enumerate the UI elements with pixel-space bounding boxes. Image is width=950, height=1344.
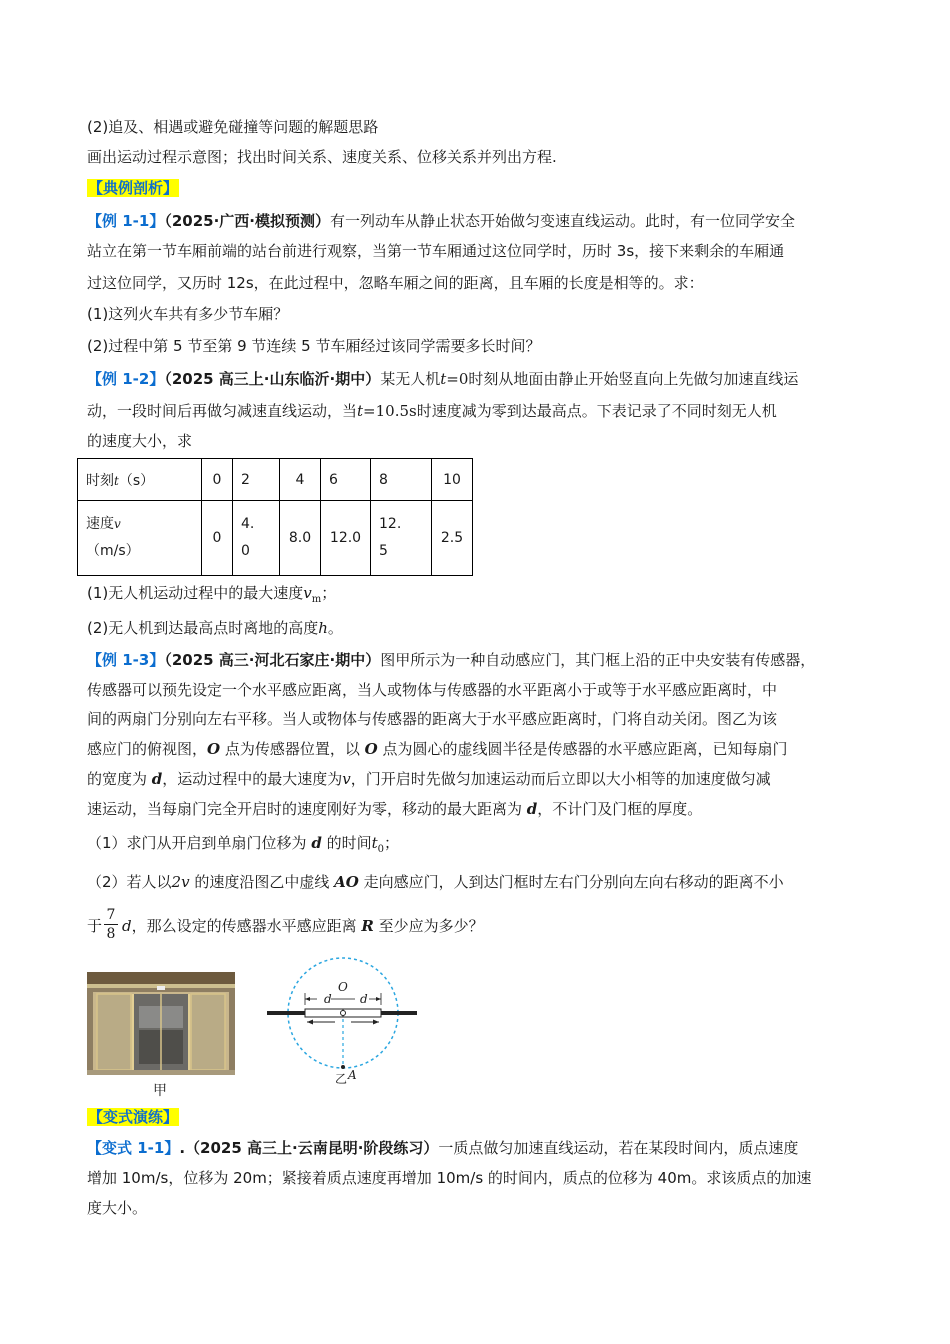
section-title-2: 【变式演练】 bbox=[88, 1108, 179, 1126]
ex2-line-2 bbox=[87, 400, 777, 422]
table-cell: 10 bbox=[432, 459, 473, 501]
ex2-text-a: 某无人机 bbox=[380, 370, 441, 388]
intro-line-2: 画出运动过程示意图；找出时间关系、速度关系、位移关系并列出方程. bbox=[87, 148, 557, 166]
fraction-7-8: $\frac{7}{8}$ bbox=[104, 906, 118, 943]
var1-line-3: 度大小。 bbox=[87, 1199, 148, 1217]
var1-line-1: 【变式 1-1】.（2025 高三上·云南昆明·阶段练习）一质点做匀加速直线运动，若在某段时间内，质点速度 bbox=[87, 1139, 799, 1157]
table-cell: 0 bbox=[202, 501, 233, 576]
ex2-source: （2025 高三上·山东临沂·期中） bbox=[164, 370, 381, 388]
ex2-question-2: (2)无人机到达最高点时离地的高度h。 bbox=[87, 619, 343, 637]
ex1-tag: 【例 1-1】 bbox=[87, 212, 165, 230]
t-equals-zero: =0 bbox=[446, 370, 469, 388]
ex3-line-2: 传感器可以预先设定一个水平感应距离，当人或物体与传感器的水平距离小于或等于水平感应距离时，中 bbox=[87, 681, 778, 699]
ex3-question-2: （2）若人以2v 的速度沿图乙中虚线 AO 走向感应门，人到达门框时左右门分别向左向右移动的距离不小 bbox=[87, 873, 784, 891]
var1-line-2: 增加 10m/s，位移为 20m；紧接着质点速度再增加 10m/s 的时间内，质点的位移为 40m。求该质点的加速 bbox=[87, 1169, 812, 1187]
ex2-tag: 【例 1-2】 bbox=[87, 370, 165, 388]
t-variable-2: t bbox=[357, 402, 364, 420]
diagram-label-a: A bbox=[348, 1068, 357, 1082]
ex1-source: （2025·广西·模拟预测） bbox=[164, 212, 330, 230]
section-heading-examples bbox=[87, 177, 179, 199]
ex2-question-1: (1)无人机运动过程中的最大速度$v_m$； bbox=[87, 584, 337, 605]
table-cell: 12. 5 bbox=[371, 501, 432, 576]
figure-caption-right: 乙 bbox=[335, 1072, 348, 1085]
ex1-line-3: 过这位同学，又历时 12s，在此过程中，忽略车厢之间的距离，且车厢的长度是相等的。求： bbox=[87, 274, 704, 292]
table-cell: 2.5 bbox=[432, 501, 473, 576]
ex3-line-6: 速运动，当每扇门完全开启时的速度刚好为零，移动的最大距离为 d，不计门及门框的厚度。 bbox=[87, 800, 703, 818]
ex3-line-1: 【例 1-3】（2025 高三·河北石家庄·期中）图甲所示为一种自动感应门，其门框上沿的正中央安装有传感器， bbox=[87, 651, 816, 669]
ex2-text-d: 时速度减为零到达最高点。下表记录了不同时刻无人机 bbox=[416, 402, 777, 420]
ex3-source: （2025 高三·河北石家庄·期中） bbox=[164, 651, 381, 669]
ex1-text: 有一列动车从静止状态开始做匀变速直线运动。此时，有一位同学安全 bbox=[329, 212, 795, 230]
t-equals-value: =10.5s bbox=[363, 402, 417, 420]
section-heading-practice bbox=[87, 1106, 179, 1128]
ex2-text-c: 动，一段时间后再做匀减速直线运动，当 bbox=[87, 402, 358, 420]
table-cell: 12.0 bbox=[321, 501, 371, 576]
intro-line-1: (2)追及、相遇或避免碰撞等问题的解题思路 bbox=[87, 118, 379, 136]
ex1-line-2: 站立在第一节车厢前端的站台前进行观察，当第一节车厢通过这位同学时，历时 3s，接下来剩余的车厢通 bbox=[87, 242, 785, 260]
ex2-line-1 bbox=[87, 368, 798, 390]
table-cell: 8 bbox=[371, 459, 432, 501]
ex3-line-5: 的宽度为 d，运动过程中的最大速度为v，门开启时先做匀加速运动而后立即以大小相等的加速度做匀减 bbox=[87, 770, 771, 788]
vm-symbol: v bbox=[303, 584, 312, 602]
h-symbol: h bbox=[318, 619, 328, 637]
ex3-question-2-cont: 于 d，那么设定的传感器水平感应距离 R 至少应为多少？ bbox=[87, 917, 484, 935]
table-row-time bbox=[78, 459, 473, 501]
table-cell: 4. 0 bbox=[233, 501, 280, 576]
figure-caption-left: 甲 bbox=[153, 1083, 167, 1099]
var1-source: （2025 高三上·云南昆明·阶段练习） bbox=[185, 1139, 439, 1157]
var1-tag: 【变式 1-1】 bbox=[87, 1139, 180, 1157]
ex1-question-1: (1)这列火车共有多少节车厢？ bbox=[87, 305, 289, 323]
table-cell: 6 bbox=[321, 459, 371, 501]
table-cell: 2 bbox=[233, 459, 280, 501]
table-cell: 4 bbox=[280, 459, 321, 501]
diagram-label-d-right: d bbox=[360, 992, 368, 1006]
door-photo bbox=[87, 972, 235, 1075]
table-header-time: 时刻t（s） bbox=[78, 459, 202, 501]
table-cell: 8.0 bbox=[280, 501, 321, 576]
table-header-speed: 速度v （m/s） bbox=[78, 501, 202, 576]
ex2-text-b: 时刻从地面由静止开始竖直向上先做匀加速直线运 bbox=[468, 370, 799, 388]
ex2-line-3: 的速度大小，求 bbox=[87, 432, 193, 450]
t-variable: t bbox=[440, 370, 447, 388]
ex1-line-1 bbox=[87, 210, 795, 232]
diagram-label-d-left: d bbox=[324, 992, 332, 1006]
table-row-speed bbox=[78, 501, 473, 576]
ex3-question-1: （1）求门从开启到单扇门位移为 d 的时间$t_0$； bbox=[87, 834, 400, 855]
diagram-label-o: O bbox=[338, 980, 348, 994]
speed-time-table bbox=[77, 458, 473, 576]
ex3-line-4: 感应门的俯视图，O 点为传感器位置，以 O 点为圆心的虚线圆半径是传感器的水平感应距离，已知每扇门 bbox=[87, 740, 788, 758]
door-diagram bbox=[265, 955, 425, 1085]
ex3-line-3: 间的两扇门分别向左右平移。当人或物体与传感器的距离大于水平感应距离时，门将自动关闭。图乙为该 bbox=[87, 710, 778, 728]
section-title: 【典例剖析】 bbox=[88, 179, 179, 197]
table-cell: 0 bbox=[202, 459, 233, 501]
ex1-question-2: (2)过程中第 5 节至第 9 节连续 5 节车厢经过该同学需要多长时间？ bbox=[87, 337, 541, 355]
ex3-tag: 【例 1-3】 bbox=[87, 651, 165, 669]
